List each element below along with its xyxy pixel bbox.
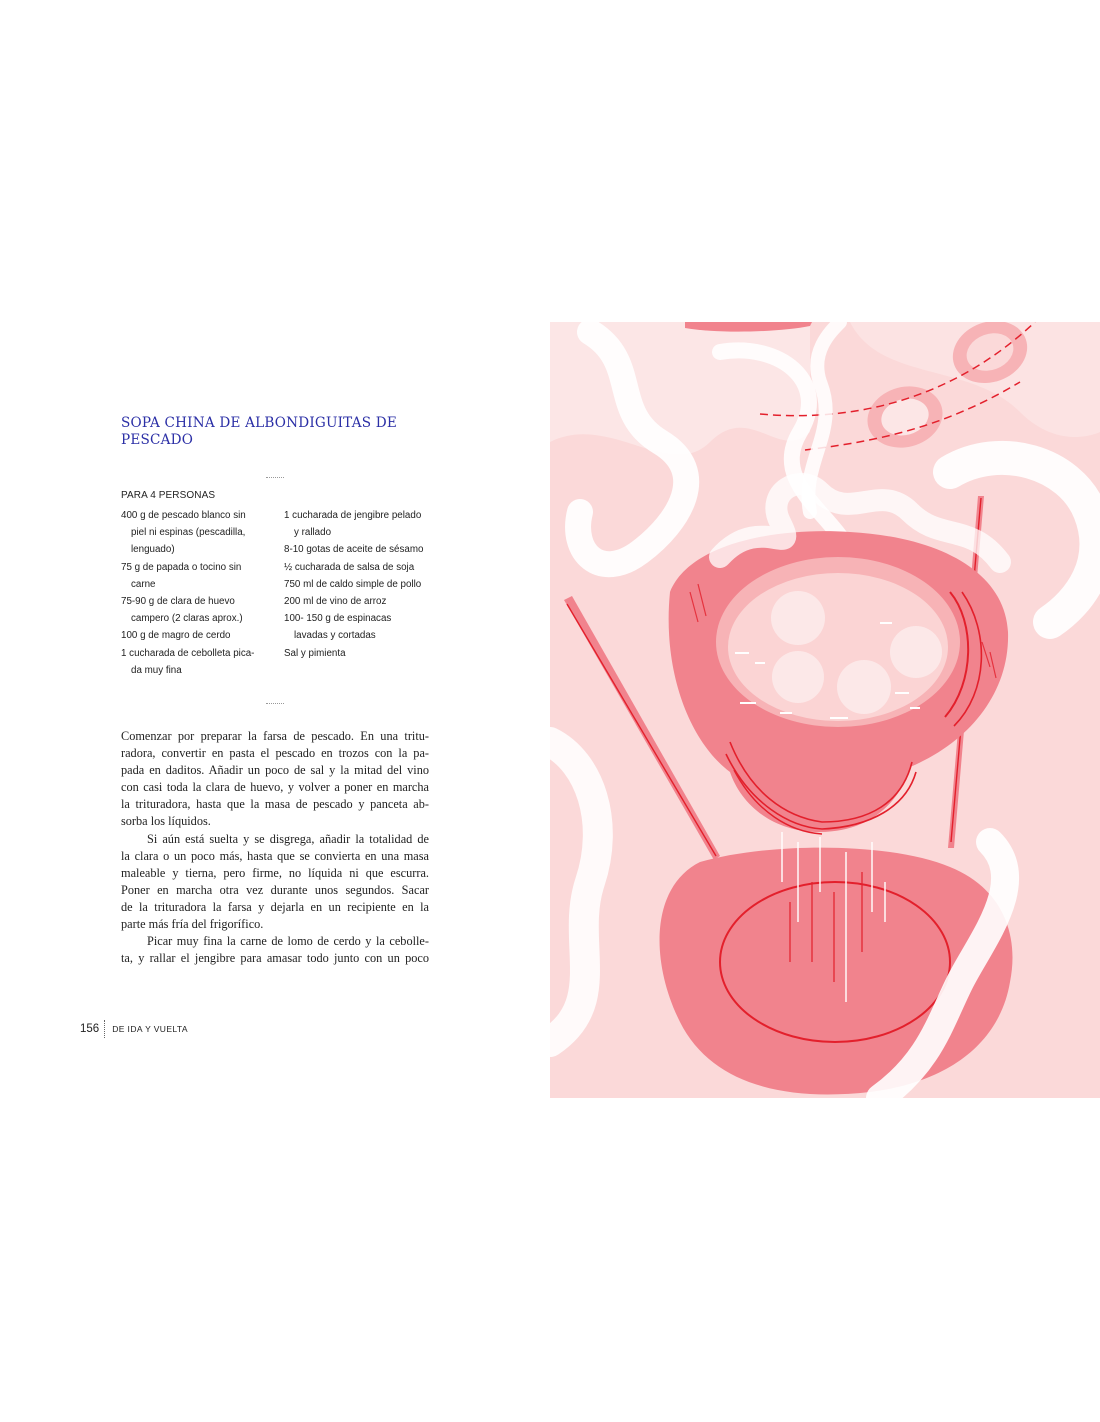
body-line: maleable y tierna, pero firme, no líquida ni que escurra. xyxy=(121,865,429,880)
ingredient-line: 100 g de magro de cerdo xyxy=(121,630,231,642)
ingredient-line: 1 cucharada de jengibre pelado xyxy=(284,510,422,521)
body-line: Si aún está suelta y se disgrega, añadir la totalidad de xyxy=(147,831,429,846)
ingredient-line: y rallado xyxy=(294,527,332,539)
ingredient-line: 750 ml de caldo simple de pollo xyxy=(284,578,422,590)
ingredient-line: da muy fina xyxy=(131,664,182,676)
ingredient-line: 200 ml de vino de arroz xyxy=(284,596,387,608)
body-line: sorba los líquidos. xyxy=(121,814,211,829)
ingredient-line: 75 g de papada o tocino sin xyxy=(121,561,242,573)
ingredient-item xyxy=(121,593,271,627)
body-line: la trituradora, hasta que la masa de pescado y panceta ab- xyxy=(121,797,429,812)
body-line: con casi toda la clara de huevo, y volver a poner en marcha xyxy=(121,780,429,795)
ornament-divider-top xyxy=(266,477,284,478)
body-line: ta, y rallar el jengibre para amasar todo junto con un poco xyxy=(121,951,429,966)
ingredient-line: 8-10 gotas de aceite de sésamo xyxy=(284,544,424,556)
ingredient-item xyxy=(284,610,439,644)
ingredient-line: 75-90 g de clara de huevo xyxy=(121,596,235,608)
ingredient-line: 1 cucharada de cebolleta pica- xyxy=(121,647,255,659)
soup-bowl-illustration xyxy=(550,322,1100,1098)
footer-separator xyxy=(104,1020,105,1038)
ingredient-item xyxy=(121,645,271,679)
ingredient-item xyxy=(284,559,439,576)
ingredient-item xyxy=(284,507,439,541)
ingredients-list-right xyxy=(284,507,439,662)
illustration-art xyxy=(550,322,1100,1098)
ingredient-item xyxy=(121,559,271,593)
recipe-method-text xyxy=(121,728,429,967)
recipe-title-line2: PESCADO xyxy=(121,432,194,448)
servings-label: PARA 4 PERSONAS xyxy=(121,490,216,501)
recipe-title-line1: SOPA CHINA DE ALBONDIGUITAS DE xyxy=(121,415,397,431)
ingredient-item xyxy=(121,627,271,644)
ingredient-line: piel ni espinas (pescadilla, xyxy=(131,527,246,539)
ingredient-line: campero (2 claras aprox.) xyxy=(131,613,243,625)
ornament-divider-bottom xyxy=(266,703,284,704)
body-line: Poner en marcha otra vez durante unos segundos. Sacar xyxy=(121,882,429,897)
ingredient-item xyxy=(284,645,439,662)
body-line: Picar muy fina la carne de lomo de cerdo y la cebolle- xyxy=(147,934,429,949)
ingredient-item xyxy=(284,593,439,610)
body-line: pada en daditos. Añadir un poco de sal y la mitad del vino xyxy=(121,763,429,778)
body-line: radora, convertir en pasta el pescado en trozos con la pa- xyxy=(121,746,429,761)
page-footer xyxy=(80,1020,188,1038)
ingredient-line: lenguado) xyxy=(131,544,175,556)
ingredients-list-left xyxy=(121,507,271,679)
ingredient-line: Sal y pimienta xyxy=(284,647,346,659)
body-line: parte más fría del frigorífico. xyxy=(121,917,264,932)
ingredient-item xyxy=(121,507,271,559)
ingredient-item xyxy=(284,541,439,558)
body-line: Comenzar por preparar la farsa de pescado. En una tritu- xyxy=(121,729,429,743)
body-line: la clara o un poco más, hasta que se convierta en una masa xyxy=(121,848,429,863)
ingredient-line: carne xyxy=(131,578,156,590)
ingredient-line: 400 g de pescado blanco sin xyxy=(121,510,246,521)
running-title: DE IDA Y VUELTA xyxy=(112,1024,188,1034)
ingredient-item xyxy=(284,576,439,593)
ingredient-line: ½ cucharada de salsa de soja xyxy=(284,561,415,573)
ingredient-line: 100- 150 g de espinacas xyxy=(284,613,392,625)
ingredient-line: lavadas y cortadas xyxy=(294,630,376,642)
page-number: 156 xyxy=(80,1023,100,1035)
body-line: de la trituradora la farsa y dejarla en un recipiente en la xyxy=(121,899,429,914)
recipe-title xyxy=(121,415,421,449)
